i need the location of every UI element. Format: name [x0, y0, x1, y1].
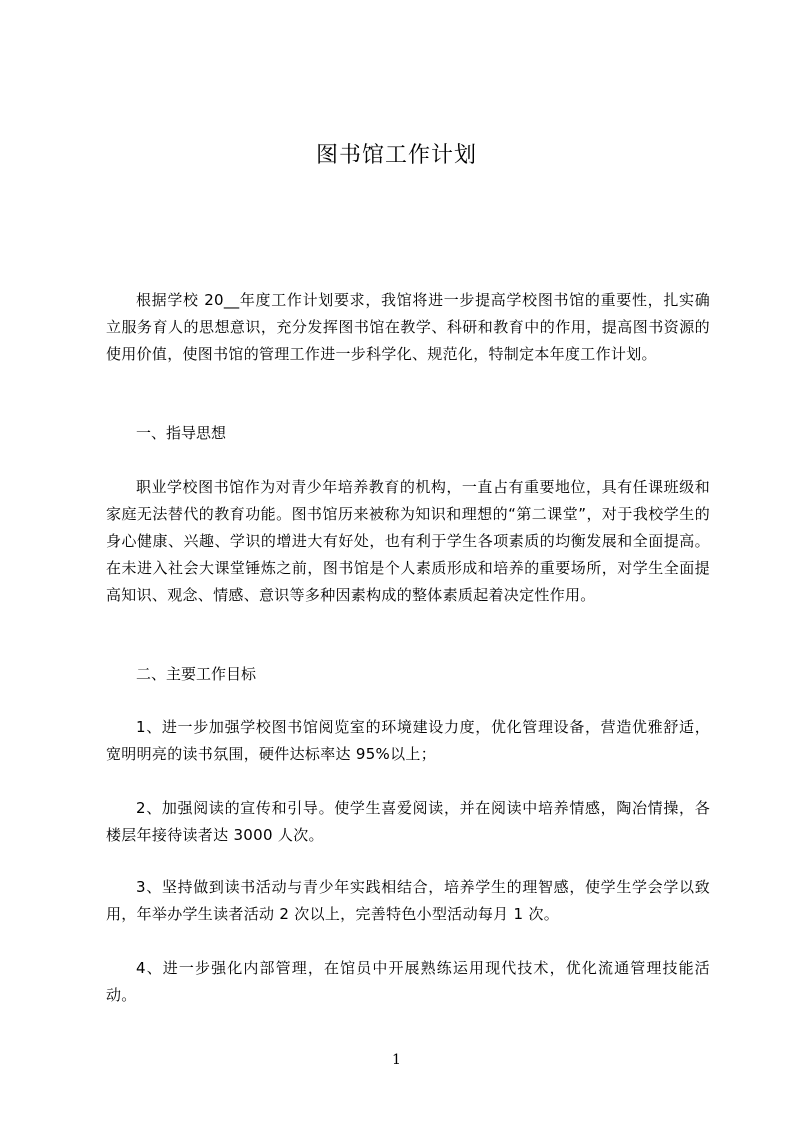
document-title: 图书馆工作计划: [315, 143, 477, 168]
section-heading-main-goals: 二、主要工作目标: [136, 665, 257, 683]
goal-item-3: 3、坚持做到读书活动与青少年实践相结合，培养学生的理智感，使学生学会学以致用，年举办学生读者活动 2 次以上，完善特色小型活动每月 1 次。: [106, 878, 710, 923]
goal-item-1: 1、进一步加强学校图书馆阅览室的环境建设力度，优化管理设备，营造优雅舒适，宽明明亮的读书氛围，硬件达标率达 95%以上；: [106, 718, 710, 763]
section-heading-guiding-ideology: 一、指导思想: [136, 424, 227, 442]
section-paragraph-guiding-ideology: 职业学校图书馆作为对青少年培养教育的机构，一直占有重要地位，具有任课班级和家庭无法替代的教育功能。图书馆历来被称为知识和理想的“第二课堂”，对于我校学生的身心健康、兴趣、学识的增进大有好处，也有利于学生各项素质的均衡发展和全面提高。在未进入社会大课堂锤炼之前，图书馆是个人素质形成和培养的重要场所，对学生全面提高知识、观念、情感、意识等多种因素构成的整体素质起着决定性作用。: [106, 478, 710, 604]
intro-paragraph: 根据学校 20__年度工作计划要求，我馆将进一步提高学校图书馆的重要性，扎实确立服务育人的思想意识，充分发挥图书馆在教学、科研和教育中的作用，提高图书资源的使用价值，使图书馆的管理工作进一步科学化、规范化，特制定本年度工作计划。: [106, 291, 710, 363]
goal-item-4: 4、进一步强化内部管理，在馆员中开展熟练运用现代技术，优化流通管理技能活动。: [106, 959, 710, 1004]
goal-item-2: 2、加强阅读的宣传和引导。使学生喜爱阅读，并在阅读中培养情感，陶冶情操，各楼层年接待读者达 3000 人次。: [106, 799, 710, 844]
page-number: 1: [392, 1052, 401, 1068]
